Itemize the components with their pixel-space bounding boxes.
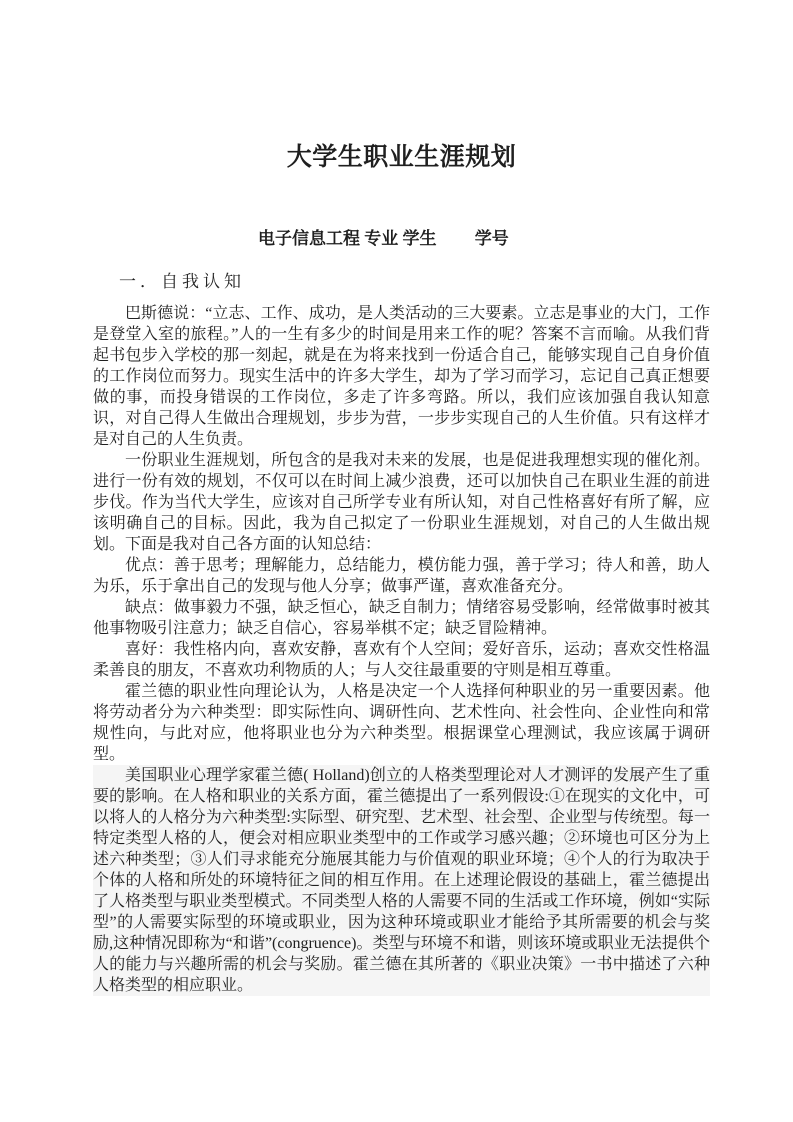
- document-subtitle: 电子信息工程 专业 学生 学号: [258, 229, 509, 248]
- paragraph-intro-quote: 巴斯德说：“立志、工作、成功，是人类活动的三大要素。立志是事业的大门，工作是登堂入室的旅程。”人的一生有多少的时间是用来工作的呢？答案不言而喻。从我们背起书包步入学校的那一刻起，就是在为将来找到一份适合自己，能够实现自己自身价值的工作岗位而努力。现实生活中的许多大学生，却为了学习而学习，忘记自己真正想要做的事，而投身错误的工作岗位，多走了许多弯路。所以，我们应该加强自我认知意识，对自己得人生做出合理规划，步步为营，一步步实现自己的人生价值。只有这样才是对自己的人生负责。: [93, 305, 710, 448]
- section-heading-self-cognition: 一．自我认知: [119, 272, 245, 291]
- paragraph-holland-orientation: 霍兰德的职业性向理论认为，人格是决定一个人选择何种职业的另一重要因素。他将劳动者分为六种类型：即实际性向、调研性向、艺术性向、社会性向、企业性向和常规性向，与此对应，他将职业也分为六种类型。根据课堂心理测试，我应该属于调研型。: [93, 683, 710, 763]
- paragraph-weaknesses: 缺点：做事毅力不强，缺乏恒心，缺乏自制力；情绪容易受影响，经常做事时被其他事物吸引注意力；缺乏自信心，容易举棋不定；缺乏冒险精神。: [93, 599, 710, 637]
- paragraph-holland-theory-highlighted: 美国职业心理学家霍兰德( Holland)创立的人格类型理论对人才测评的发展产生了重要的影响。在人格和职业的关系方面，霍兰德提出了一系列假设:①在现实的文化中，可以将人的人格分为六种类型:实际型、研究型、艺术型、社会型、企业型与传统型。每一特定类型人格的人，便会对相应职业类型中的工作或学习感兴趣；②环境也可区分为上述六种类型；③人们寻求能充分施展其能力与价值观的职业环境；④个人的行为取决于个体的人格和所处的环境特征之间的相互作用。在上述理论假设的基础上，霍兰德提出了人格类型与职业类型模式。不同类型人格的人需要不同的生活或工作环境，例如“实际型”的人需要实际型的环境或职业，因为这种环境或职业才能给予其所需要的机会与奖励,这种情况即称为“和谐”(congruence)。类型与环境不和谐，则该环境或职业无法提供个人的能力与兴趣所需的机会与奖励。霍兰德在其所著的《职业决策》一书中描述了六种人格类型的相应职业。: [93, 767, 710, 994]
- document-title: 大学生职业生涯规划: [286, 144, 517, 171]
- paragraph-strengths: 优点：善于思考；理解能力，总结能力，模仿能力强，善于学习；待人和善，助人为乐，乐于拿出自己的发现与他人分享；做事严谨，喜欢准备充分。: [93, 557, 710, 595]
- document-body: [93, 303, 710, 996]
- paragraph-career-plan-purpose: 一份职业生涯规划，所包含的是我对未来的发展，也是促进我理想实现的催化剂。进行一份有效的规划，不仅可以在时间上减少浪费，还可以加快自己在职业生涯的前进步伐。作为当代大学生，应该对自己所学专业有所认知，对自己性格喜好有所了解，应该明确自己的目标。因此，我为自己拟定了一份职业生涯规划，对自己的人生做出规划。下面是我对自己各方面的认知总结：: [93, 452, 710, 553]
- document-content: [93, 0, 710, 996]
- paragraph-preferences: 喜好：我性格内向，喜欢安静，喜欢有个人空间；爱好音乐，运动；喜欢交性格温柔善良的朋友，不喜欢功利物质的人；与人交往最重要的守则是相互尊重。: [93, 641, 710, 679]
